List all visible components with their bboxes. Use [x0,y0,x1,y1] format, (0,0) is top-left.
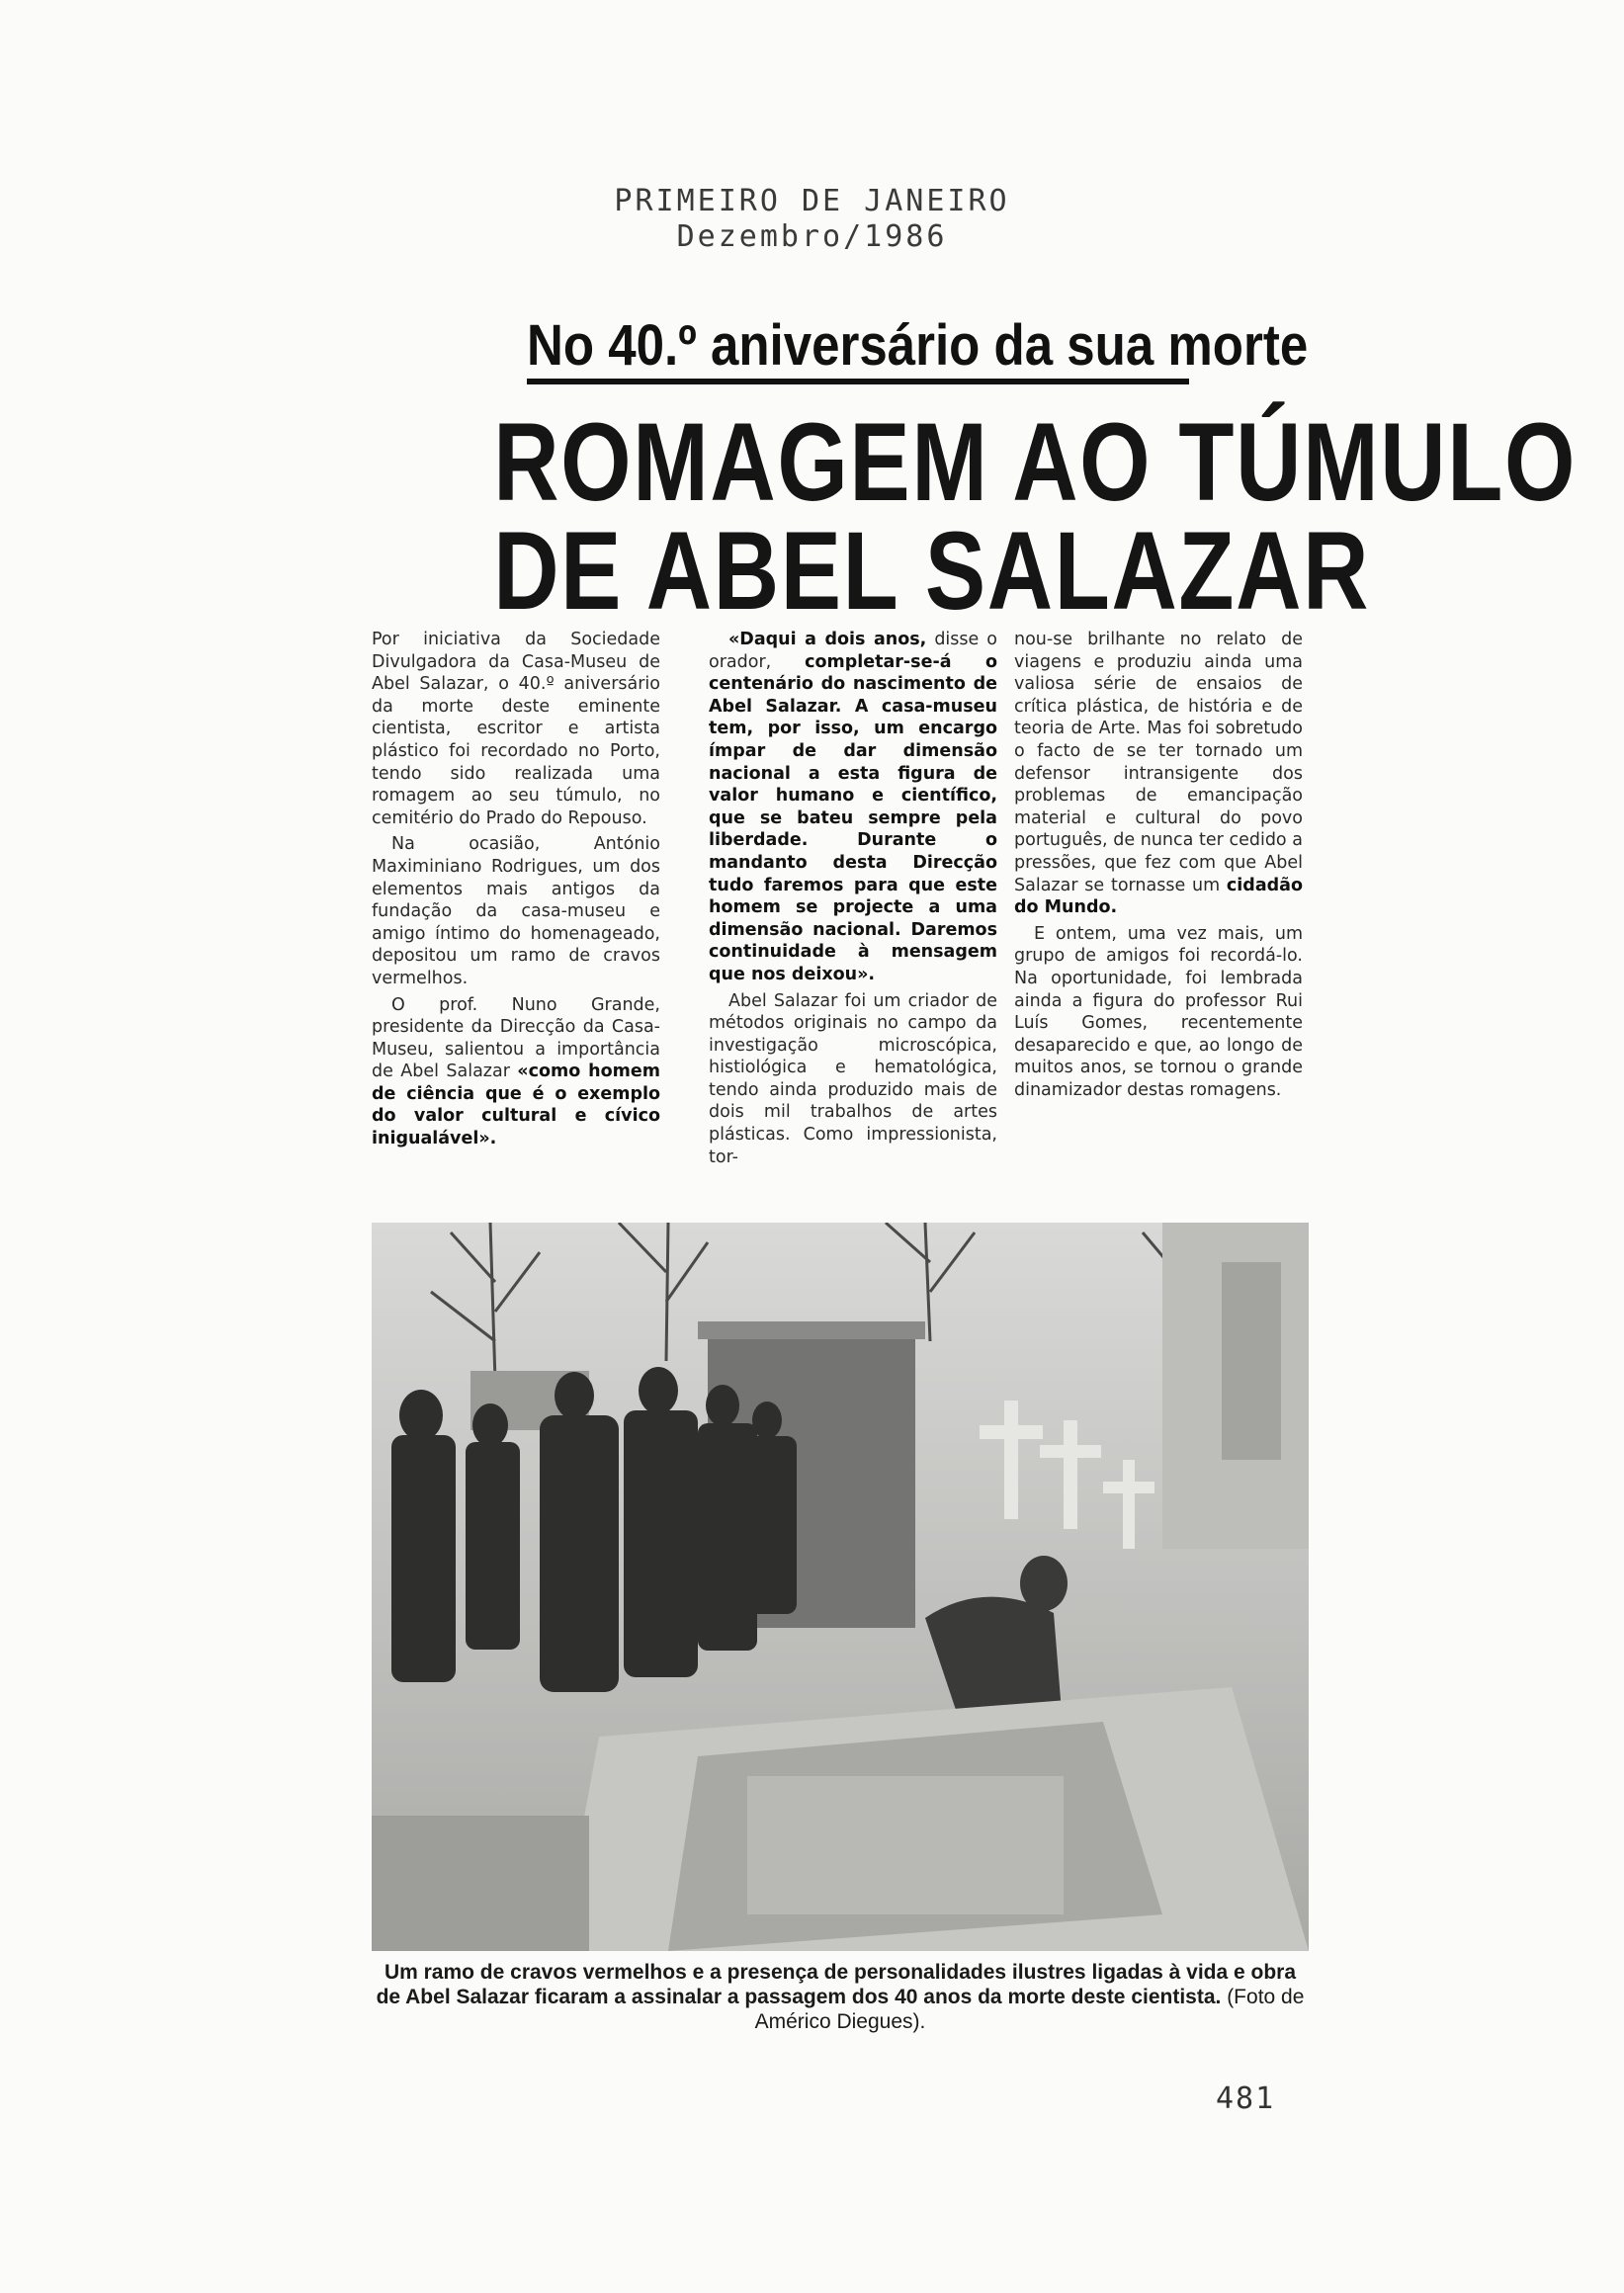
photo-credit: (Foto de Américo Diegues). [754,1986,1305,2033]
col1-paragraph-3 [372,994,660,1150]
article-kicker: No 40.º aniversário da sua morte [527,313,1309,378]
article-column-3 [1014,629,1303,1207]
headline-line-1: ROMAGEM AO TÚMULO [493,400,1578,524]
col3-paragraph-1-text: nou-se brilhante no relato de viagens e produziu ainda uma valiosa série de ensaios de crítica plástica, de história e de teoria de Arte. Mas foi sobretudo o facto de se ter tornado um defensor intransigente dos problemas de emancipação material e cultural do povo português, de nunca ter cedido a pressões, que fez com que Abel Salazar se tornasse um [1014,630,1303,895]
col2-attribution: disse o orador, [709,630,997,672]
col1-paragraph-1: Por iniciativa da Sociedade Divulgadora da Casa-Museu de Abel Salazar, o 40.º aniversário da morte deste eminente cientista, escritor e artista plástico foi recordado no Porto, tendo sido realizada uma romagem ao seu túmulo, no cemitério do Prado do Repouso. [372,630,660,828]
cemetery-photo [372,1223,1309,1951]
newspaper-name: PRIMEIRO DE JANEIRO [614,184,1010,218]
col1-paragraph-3-text: O prof. Nuno Grande, presidente da Direcção da Casa-Museu, salientou a importância de Abel Salazar [372,994,660,1082]
photo-caption-text: Um ramo de cravos vermelhos e a presença de personalidades ilustres ligadas à vida e obra de Abel Salazar ficaram a assinalar a passagem dos 40 anos da morte deste cientista. [376,1961,1297,2008]
col2-quote: completar-se-á o centenário do nascimento de Abel Salazar. A casa-museu tem, por isso, um encargo ímpar de dar dimensão nacional a esta figura de valor humano e científico, que se bateu sempre pela liberdade. Durante o mandanto desta Direcção tudo faremos para que este homem se projecte a uma dimensão nacional. Daremos continuidade à mensagem que nos deixou». [709,651,997,984]
col2-quote-start: «Daqui a dois anos, [728,630,927,649]
col2-paragraph-1 [709,629,997,986]
headline-line-2: DE ABEL SALAZAR [493,509,1371,633]
publication-date: Dezembro/1986 [676,219,948,254]
page-number: 481 [1216,2081,1276,2116]
col3-paragraph-1 [1014,629,1303,919]
col3-paragraph-2: E ontem, uma vez mais, um grupo de amigos foi recordá-lo. Na oportunidade, foi lembrada ainda a figura do professor Rui Luís Gomes, recentemente desaparecido e que, ao longo de muitos anos, se tornou o grande dinamizador destas romagens. [1014,923,1303,1100]
article-column-2 [709,629,997,1207]
col1-quote: «como homem de ciência que é o exemplo do valor cultural e cívico inigualável». [372,1062,660,1149]
article-column-1 [372,629,660,1207]
photo-caption [372,1960,1309,2034]
cemetery-photo-illustration [372,1223,1309,1951]
col3-emphasis: cidadão do Mundo. [1014,875,1303,918]
col2-paragraph-2: Abel Salazar foi um criador de métodos originais no campo da investigação microscópica, histiológica e hematológica, tendo ainda produzido mais de dois mil trabalhos de artes plásticas. Como impressionista, tor- [709,990,997,1167]
kicker-underline [527,379,1189,384]
col1-paragraph-2: Na ocasião, António Maximiniano Rodrigues, um dos elementos mais antigos da fundação da casa-museu e amigo íntimo do homenageado, depositou um ramo de cravos vermelhos. [372,834,660,988]
